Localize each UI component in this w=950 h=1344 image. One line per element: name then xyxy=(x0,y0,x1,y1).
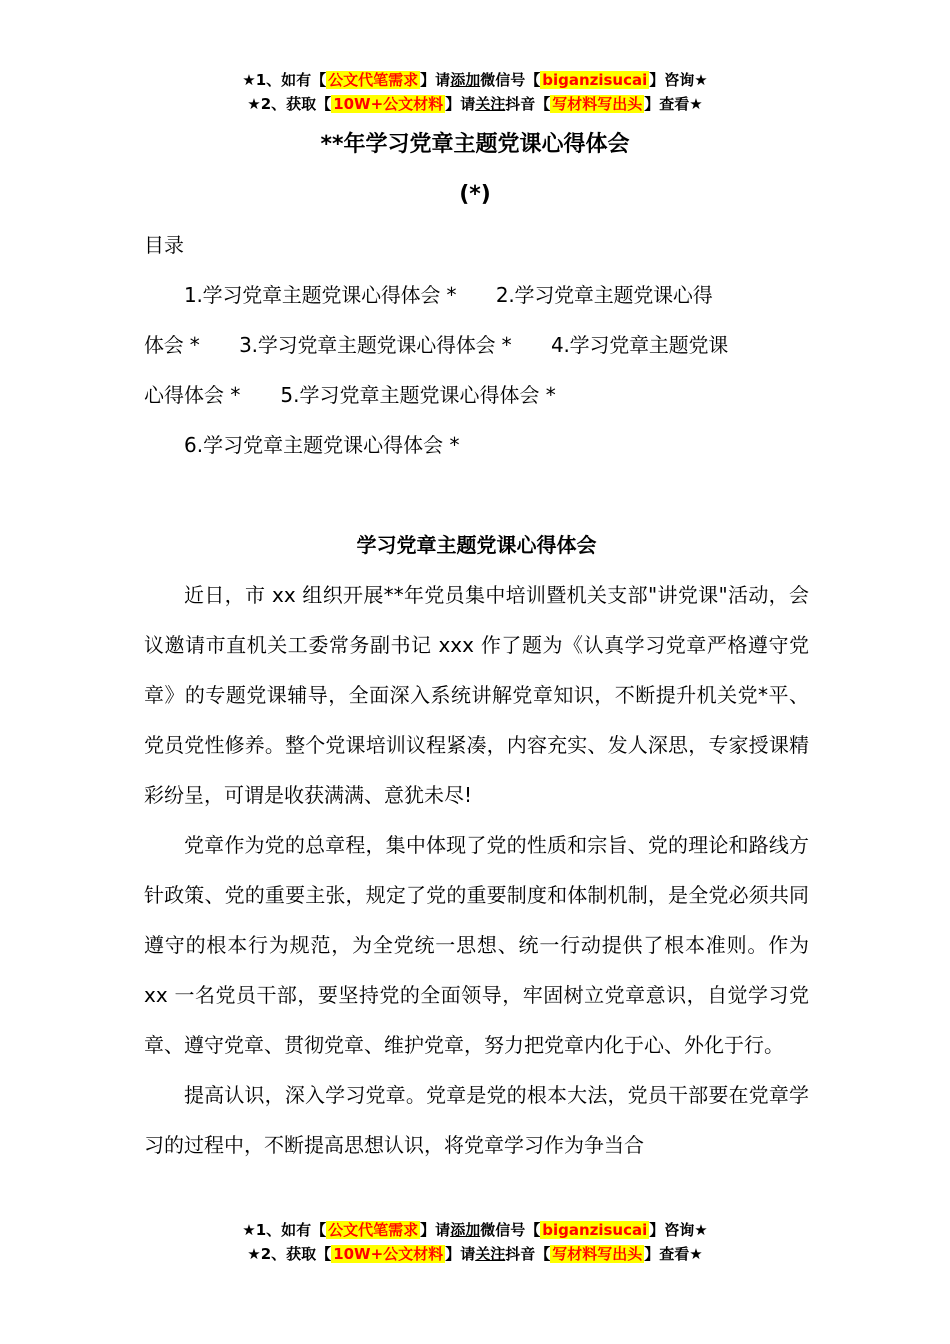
douyin-highlight: 写材料写出头 xyxy=(552,1245,643,1263)
top-banner xyxy=(0,68,950,116)
document-title: **年学习党章主题党课心得体会 xyxy=(320,132,630,157)
banner-text: ★2、获取【 xyxy=(247,1245,332,1263)
toc-label: 目录 xyxy=(144,233,184,257)
toc-entry-line: 心得体会 * 5.学习党章主题党课心得体会 * xyxy=(144,383,556,407)
banner-highlight: 公文代笔需求 xyxy=(328,71,419,89)
paragraph: 党章作为党的总章程，集中体现了党的性质和宗旨、党的理论和路线方针政策、党的重要主张，规定了党的重要制度和体制机制，是全党必须共同遵守的根本行为规范，为全党统一思想、统一行动提供了根本准则。作为 xx 一名党员干部，要坚持党的全面领导，牢固树立党章意识，自觉学习党章、遵守党章、贯彻党章、维护党章，努力把党章内化于心、外化于行。 xyxy=(144,833,809,1057)
section-title: 学习党章主题党课心得体会 xyxy=(356,533,597,557)
banner-text: 】查看★ xyxy=(644,95,703,113)
paragraph: 近日，市 xx 组织开展**年党员集中培训暨机关支部"讲党课"活动，会议邀请市直机关工委常务副书记 xxx 作了题为《认真学习党章严格遵守党章》的专题党课辅导，全面深入系统讲解党章知识，不断提升机关党*平、党员党性修养。整个党课培训议程紧凑，内容充实、发人深思，专家授课精彩纷呈，可谓是收获满满、意犹未尽! xyxy=(144,583,809,807)
banner-text: 】咨询★ xyxy=(649,71,708,89)
banner-text: 微信号【 xyxy=(480,1221,541,1239)
banner-highlight: 10W+公文材料 xyxy=(333,1245,444,1263)
bottom-banner xyxy=(0,1218,950,1266)
banner-text: 抖音【 xyxy=(505,1245,551,1263)
banner-highlight: 公文代笔需求 xyxy=(328,1221,419,1239)
banner-line-1 xyxy=(0,68,950,92)
wechat-id-highlight: biganzisucai xyxy=(542,71,648,89)
banner-highlight: 10W+公文材料 xyxy=(333,95,444,113)
banner-text: ★2、获取【 xyxy=(247,95,332,113)
banner-text: ★1、如有【 xyxy=(242,1221,327,1239)
banner-line-2 xyxy=(0,1242,950,1266)
toc-entry-line: 1.学习党章主题党课心得体会 * 2.学习党章主题党课心得 xyxy=(184,283,713,307)
banner-line-1 xyxy=(0,1218,950,1242)
banner-line-2 xyxy=(0,92,950,116)
banner-underlined: 添加 xyxy=(450,71,481,89)
banner-text: 】请 xyxy=(420,71,451,89)
toc-entry-line: 6.学习党章主题党课心得体会 * xyxy=(184,433,460,457)
banner-underlined: 关注 xyxy=(475,95,506,113)
banner-text: 】咨询★ xyxy=(649,1221,708,1239)
douyin-highlight: 写材料写出头 xyxy=(552,95,643,113)
spacer xyxy=(144,470,809,520)
banner-text: 】请 xyxy=(445,95,476,113)
banner-underlined: 添加 xyxy=(450,1221,481,1239)
banner-text: 】查看★ xyxy=(644,1245,703,1263)
banner-text: 抖音【 xyxy=(505,95,551,113)
banner-text: 】请 xyxy=(445,1245,476,1263)
wechat-id-highlight: biganzisucai xyxy=(542,1221,648,1239)
banner-underlined: 关注 xyxy=(475,1245,506,1263)
paragraph: 提高认识，深入学习党章。党章是党的根本大法，党员干部要在党章学习的过程中，不断提高思想认识，将党章学习作为争当合 xyxy=(144,1083,809,1157)
banner-text: 】请 xyxy=(420,1221,451,1239)
toc-entry-line: 体会 * 3.学习党章主题党课心得体会 * 4.学习党章主题党课 xyxy=(144,333,729,357)
banner-text: 微信号【 xyxy=(480,71,541,89)
document-subtitle: (*) xyxy=(459,182,491,207)
document-body xyxy=(144,220,809,1170)
banner-text: ★1、如有【 xyxy=(242,71,327,89)
